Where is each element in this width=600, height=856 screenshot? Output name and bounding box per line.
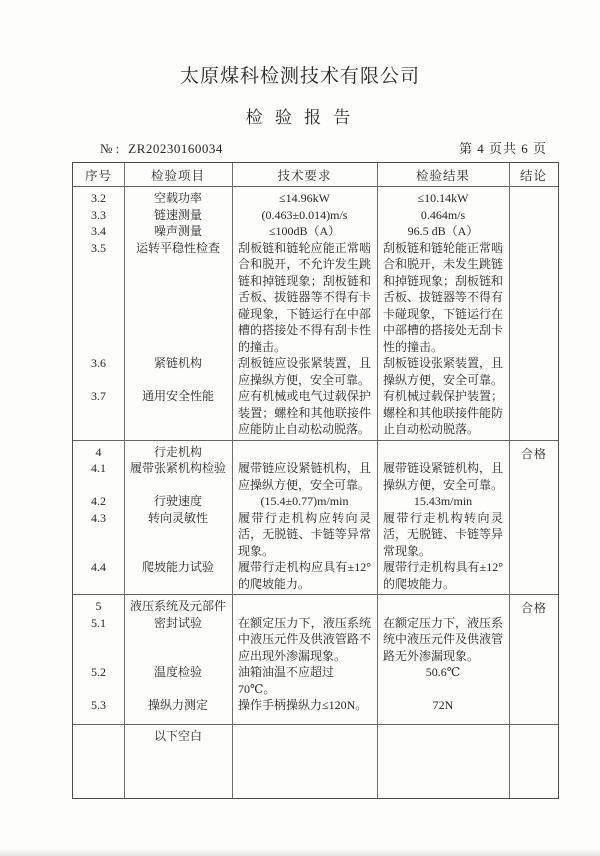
cell-serial: 5.1: [91, 615, 106, 630]
cell-serial: 3.3: [91, 207, 106, 222]
cell-conclusion-spacer: [509, 355, 558, 388]
cell-conclusion-spacer: [509, 493, 558, 510]
cell-item: 转向灵敏性: [147, 510, 208, 525]
cell-serial: 3.7: [91, 389, 106, 403]
column-divider: [377, 187, 378, 440]
table-row: [73, 598, 558, 615]
cell-serial: [73, 728, 124, 745]
cell-requirement: (0.463±0.014)m/s: [261, 207, 348, 222]
column-divider: [377, 595, 378, 724]
cell-item: 运转平稳性检查: [135, 240, 220, 255]
cell-serial: 3.5: [91, 240, 106, 255]
cell-result: [377, 444, 509, 461]
cell-serial: 5: [95, 599, 102, 613]
table-row: [73, 510, 558, 560]
report-number: [100, 141, 223, 157]
page-indicator: 第 4 页共 6 页: [458, 141, 547, 156]
cell-result: 50.6℃: [425, 665, 461, 679]
column-divider: [509, 441, 510, 595]
table-row: [73, 493, 558, 510]
cell-conclusion-spacer: [509, 697, 558, 714]
table-row: [73, 697, 558, 714]
cell-serial: 4: [95, 444, 102, 459]
table-section: [73, 595, 558, 725]
cell-requirement: [232, 728, 377, 745]
cell-requirement: 履带行走机构应具有±12°的爬坡能力。: [238, 560, 371, 591]
cell-result: 96.5 dB（A）: [407, 224, 479, 238]
cell-item: 行走机构: [153, 444, 202, 459]
cell-requirement: 油箱油温不应超过 70℃。: [238, 665, 335, 696]
table-section: [73, 725, 558, 798]
column-divider: [377, 163, 378, 186]
report-meta: [100, 138, 547, 157]
column-divider: [124, 725, 125, 798]
cell-conclusion-spacer: [509, 190, 558, 207]
cell-conclusion-spacer: [509, 664, 558, 697]
cell-requirement: 应有机械或电气过载保护装置；螺栓和其他联接件应能防止自动松动脱落。: [238, 389, 371, 436]
table-row: [73, 388, 558, 438]
cell-result: 履带行走机构转向灵活，无脱链、卡链等异常现象。: [383, 510, 504, 558]
cell-requirement: 履带链应设紧链机构，且应操纵方便，安全可靠。: [238, 461, 371, 492]
cell-serial: 4.4: [91, 560, 106, 574]
table-row: [73, 223, 558, 240]
cell-item: 操纵力测定: [147, 698, 208, 712]
cell-requirement: 刮板链和链轮应能正常啮合和脱开，不允许发生跳链和掉链现象；刮板链和舌板、拔链器等不得有卡碰现象，下链运行在中部槽的搭接处不得有刮卡性的撞击。: [238, 240, 371, 354]
cell-requirement: [232, 444, 377, 461]
cell-requirement: 在额定压力下，液压系统中液压元件及供液管路不应出现外渗漏现象。: [238, 615, 371, 663]
cell-item: 履带张紧机构检验: [129, 461, 226, 475]
cell-requirement: [232, 598, 377, 615]
cell-conclusion-spacer: [509, 510, 558, 560]
column-header-conclusion: 结论: [519, 168, 547, 183]
column-divider: [377, 441, 378, 595]
cell-conclusion-spacer: [509, 223, 558, 240]
table-row: [73, 664, 558, 697]
table-row: [73, 190, 558, 207]
column-divider: [124, 163, 125, 186]
cell-result: 72N: [432, 698, 454, 712]
table-body: [73, 187, 558, 798]
table-row: [73, 728, 558, 745]
cell-conclusion-spacer: [509, 240, 558, 356]
cell-item: 通用安全性能: [141, 389, 214, 403]
cell-result: 刮板链设张紧装置，且操纵方便，安全可靠。: [383, 356, 504, 387]
column-divider: [377, 725, 378, 798]
column-divider: [232, 163, 233, 186]
section-conclusion: 合格: [520, 446, 547, 461]
cell-conclusion-spacer: [509, 559, 558, 592]
cell-requirement: 操作手柄操纵力≤120N。: [238, 698, 368, 712]
cell-requirement: 刮板链应设张紧装置，且应操纵方便，安全可靠。: [238, 356, 371, 387]
column-divider: [124, 595, 125, 724]
column-divider: [509, 725, 510, 798]
column-divider: [509, 163, 510, 186]
section-conclusion: 合格: [520, 601, 547, 615]
cell-result: 履带行走机构具有±12°的爬坡能力。: [383, 560, 503, 591]
cell-serial: 5.3: [91, 698, 106, 712]
cell-serial: 4.1: [91, 461, 106, 475]
cell-item: 链速测量: [153, 207, 202, 222]
cell-result: 在额定压力下，液压系统中液压元件及供液管路无外渗漏现象。: [383, 615, 504, 663]
cell-item: 空载功率: [153, 191, 202, 205]
cell-requirement: ≤100dB（A）: [268, 224, 341, 238]
cell-result: 15.43m/min: [413, 494, 473, 508]
cell-item: 密封试验: [153, 615, 202, 630]
cell-item: 爬坡能力试验: [141, 560, 214, 574]
table-row: [73, 460, 558, 493]
column-header-requirement: 技术要求: [277, 168, 332, 183]
inspection-table: [72, 162, 559, 799]
cell-requirement: 履带行走机构应转向灵活，无脱链、卡链等异常现象。: [238, 510, 371, 558]
report-number-label: № :: [100, 141, 120, 156]
cell-serial: 4.3: [91, 510, 106, 525]
cell-serial: 3.2: [91, 191, 106, 205]
table-row: [73, 615, 558, 665]
cell-item: 行驶速度: [153, 494, 202, 508]
table-row: [73, 444, 558, 461]
cell-conclusion-spacer: [509, 728, 558, 745]
cell-conclusion-spacer: [509, 207, 558, 224]
column-divider: [232, 595, 233, 724]
cell-result: [377, 728, 509, 745]
cell-result: 有机械过载保护装置；螺栓和其他联接件能防止自动松动脱落。: [383, 389, 504, 436]
cell-conclusion-spacer: [509, 615, 558, 665]
cell-item: 液压系统及元部件: [129, 599, 226, 613]
cell-serial: 5.2: [91, 665, 106, 679]
cell-serial: 4.2: [91, 494, 106, 508]
table-row: [73, 207, 558, 224]
column-divider: [232, 187, 233, 440]
column-header-result: 检验结果: [415, 168, 470, 183]
table-row: [73, 355, 558, 388]
cell-item: 噪声测量: [153, 224, 202, 238]
column-divider: [509, 187, 510, 440]
report-title: 检 验 报 告: [245, 108, 355, 127]
cell-result: 履带链设紧链机构，且操纵方便，安全可靠。: [383, 461, 504, 492]
cell-conclusion-spacer: [509, 388, 558, 438]
cell-requirement: (15.4±0.77)m/min: [260, 494, 349, 508]
company-name: 太原煤科检测技术有限公司: [179, 66, 420, 87]
table-row: [73, 559, 558, 592]
cell-conclusion-spacer: [509, 460, 558, 493]
cell-requirement: ≤14.96kW: [279, 191, 330, 205]
column-divider: [124, 441, 125, 595]
cell-serial: 3.4: [91, 224, 106, 238]
cell-result: [377, 598, 509, 615]
report-number-value: ZR20230160034: [128, 141, 223, 156]
table-section: [73, 441, 558, 596]
column-divider: [124, 187, 125, 440]
column-divider: [232, 725, 233, 798]
table-header-row: [73, 163, 558, 187]
cell-item: 紧链机构: [153, 356, 202, 370]
column-header-item: 检验项目: [150, 168, 205, 183]
cell-result: 刮板链和链轮能正常啮合和脱开，未发生跳链和掉链现象；刮板链和舌板、拔链器等不得有卡碰现象，下链运行在中部槽的搭接处无刮卡性的撞击。: [383, 240, 504, 354]
cell-serial: 3.6: [91, 356, 106, 370]
cell-item: 以下空白: [153, 728, 202, 743]
cell-result: ≤10.14kW: [417, 191, 469, 205]
table-section: [73, 187, 558, 441]
cell-item: 温度检验: [153, 665, 202, 679]
column-divider: [232, 441, 233, 595]
column-header-serial: 序号: [84, 168, 112, 183]
cell-result: 0.464m/s: [420, 207, 466, 222]
table-row: [73, 240, 558, 356]
